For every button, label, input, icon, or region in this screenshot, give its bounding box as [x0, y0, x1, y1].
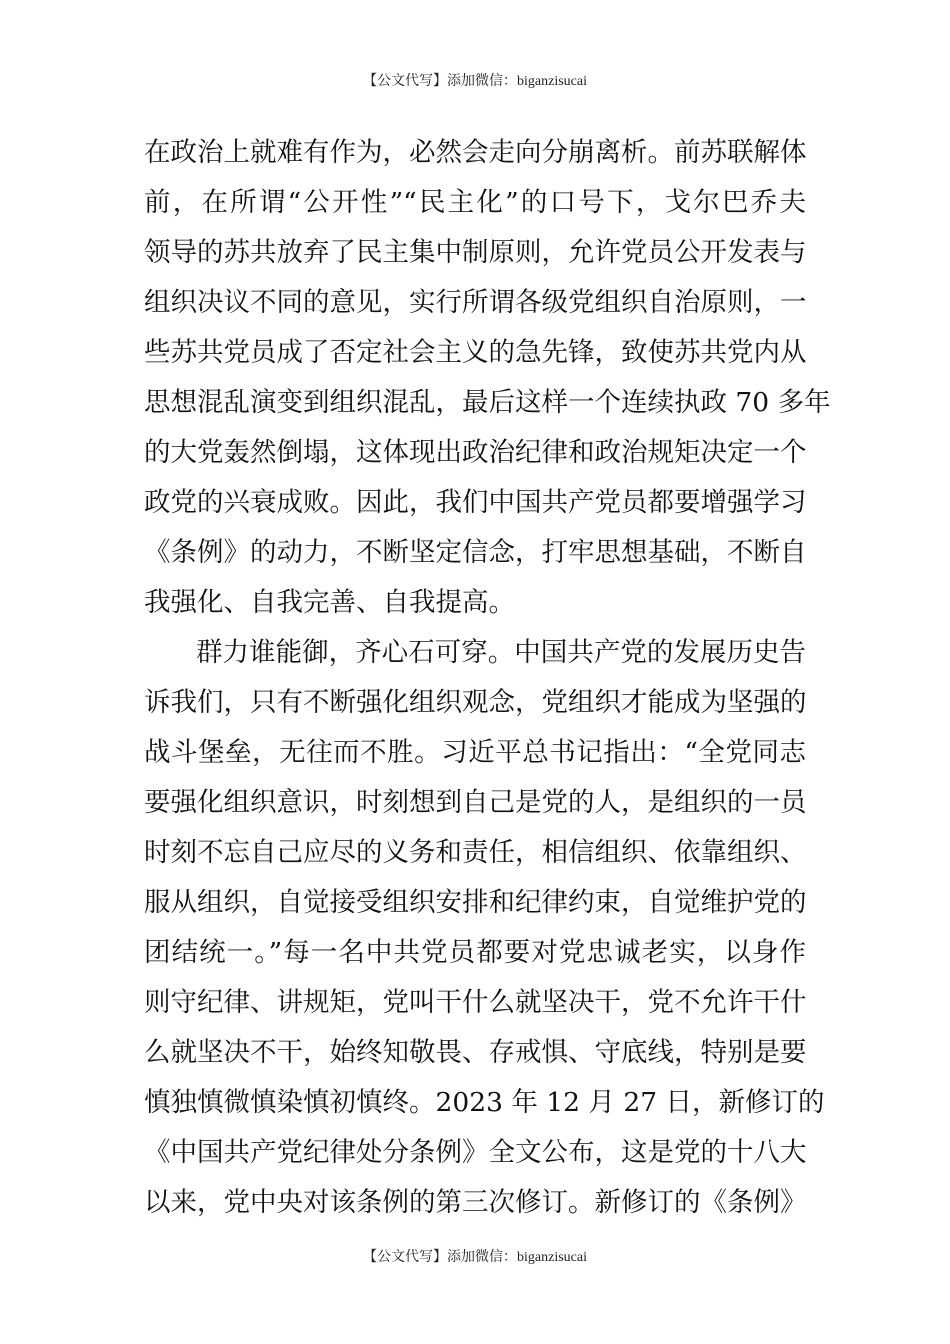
text-line: 服从组织，自觉接受组织安排和纪律约束，自觉维护党的	[144, 887, 807, 918]
text-line: 时刻不忘自己应尽的义务和责任，相信组织、依靠组织、	[144, 837, 807, 868]
text-line: 则守纪律、讲规矩，党叫干什么就坚决干，党不允许干什	[144, 987, 807, 1018]
text-line: 群力谁能御，齐心石可穿。中国共产党的发展历史告	[196, 637, 806, 668]
page-footer: 【公文代写】添加微信：biganzisucai	[363, 1250, 587, 1265]
text-line: 团结统一。”每一名中共党员都要对党忠诚老实，以身作	[144, 937, 806, 968]
text-line: 我强化、自我完善、自我提高。	[144, 587, 515, 618]
text-line: 要强化组织意识，时刻想到自己是党的人，是组织的一员	[144, 787, 807, 818]
text-line: 组织决议不同的意见，实行所谓各级党组织自治原则，一	[144, 287, 807, 318]
text-line: 思想混乱演变到组织混乱，最后这样一个连续执政 70 多年	[144, 387, 831, 418]
text-line: 战斗堡垒，无往而不胜。习近平总书记指出：“全党同志	[144, 737, 806, 768]
text-line: 《中国共产党纪律处分条例》全文公布，这是党的十八大	[144, 1137, 807, 1168]
paragraph	[144, 628, 825, 1228]
text-line: 慎独慎微慎染慎初慎终。2023 年 12 月 27 日，新修订的	[144, 1087, 825, 1118]
text-line: 《条例》的动力，不断坚定信念，打牢思想基础，不断自	[144, 537, 807, 568]
page-header: 【公文代写】添加微信：biganzisucai	[363, 74, 587, 89]
text-line: 领导的苏共放弃了民主集中制原则，允许党员公开发表与	[144, 237, 807, 268]
text-line: 诉我们，只有不断强化组织观念，党组织才能成为坚强的	[144, 687, 807, 718]
text-line: 前，在所谓“公开性”“民主化”的口号下，戈尔巴乔夫	[144, 187, 806, 218]
paragraph	[144, 128, 831, 628]
document-body	[144, 128, 831, 1228]
text-line: 的大党轰然倒塌，这体现出政治纪律和政治规矩决定一个	[144, 437, 807, 468]
text-line: 政党的兴衰成败。因此，我们中国共产党员都要增强学习	[144, 487, 807, 518]
text-line: 么就坚决不干，始终知敬畏、存戒惧、守底线，特别是要	[144, 1037, 807, 1068]
text-line: 在政治上就难有作为，必然会走向分崩离析。前苏联解体	[144, 137, 807, 168]
text-line: 些苏共党员成了否定社会主义的急先锋，致使苏共党内从	[144, 337, 807, 368]
text-line: 以来，党中央对该条例的第三次修订。新修订的《条例》	[144, 1187, 807, 1218]
